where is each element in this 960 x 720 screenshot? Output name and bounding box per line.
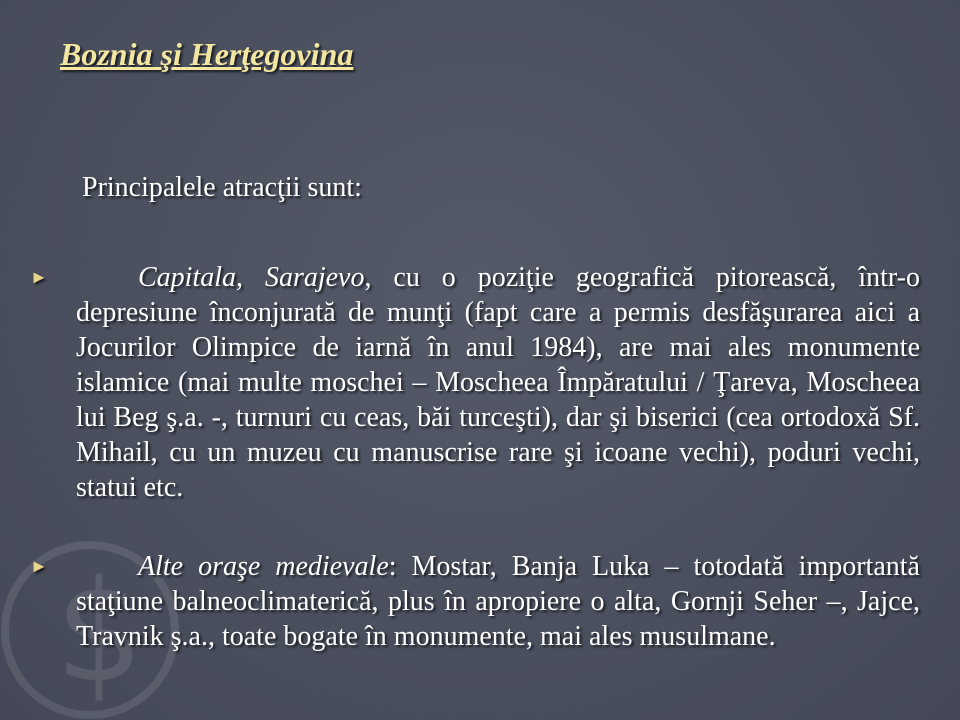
intro-text: Principalele atracţii sunt: (82, 172, 362, 203)
slide-title: Boznia şi Herţegovina (60, 36, 354, 72)
bullet-lead: Alte oraşe medievale (138, 551, 389, 582)
triangle-right-icon: ► (30, 556, 48, 576)
triangle-right-icon: ► (30, 267, 48, 287)
bullet-item (30, 549, 920, 654)
svg-text:$: $ (55, 551, 145, 714)
bullet-text (76, 260, 920, 505)
bullet-item (30, 260, 920, 505)
bullet-body: : Mostar, Banja Luka – totodată importantă staţiune balneoclimaterică, plus în apropiere o alta, Gornji Seher –, Jajce, Travnik ş.a., toate bogate în monumente, mai ales musulmane. (76, 551, 920, 652)
bullet-body: , cu o poziţie geografică pitorească, într-o depresiune înconjurată de munţi (fapt care a permis desfăşurarea aici a Jocurilor Olimpice de iarnă în anul 1984), are mai ales monumente islamice (mai multe moschei – Moscheea Împăratului / Ţareva, Moscheea lui Beg ş.a. -, turnuri cu ceas, băi turceşti), dar şi biserici (cea ortodoxă Sf. Mihail, cu un muzeu cu manuscrise rare şi icoane vechi), poduri vechi, statui etc. (76, 262, 920, 503)
bullet-lead: Capitala, Sarajevo (138, 262, 365, 293)
bullet-text (76, 549, 920, 654)
